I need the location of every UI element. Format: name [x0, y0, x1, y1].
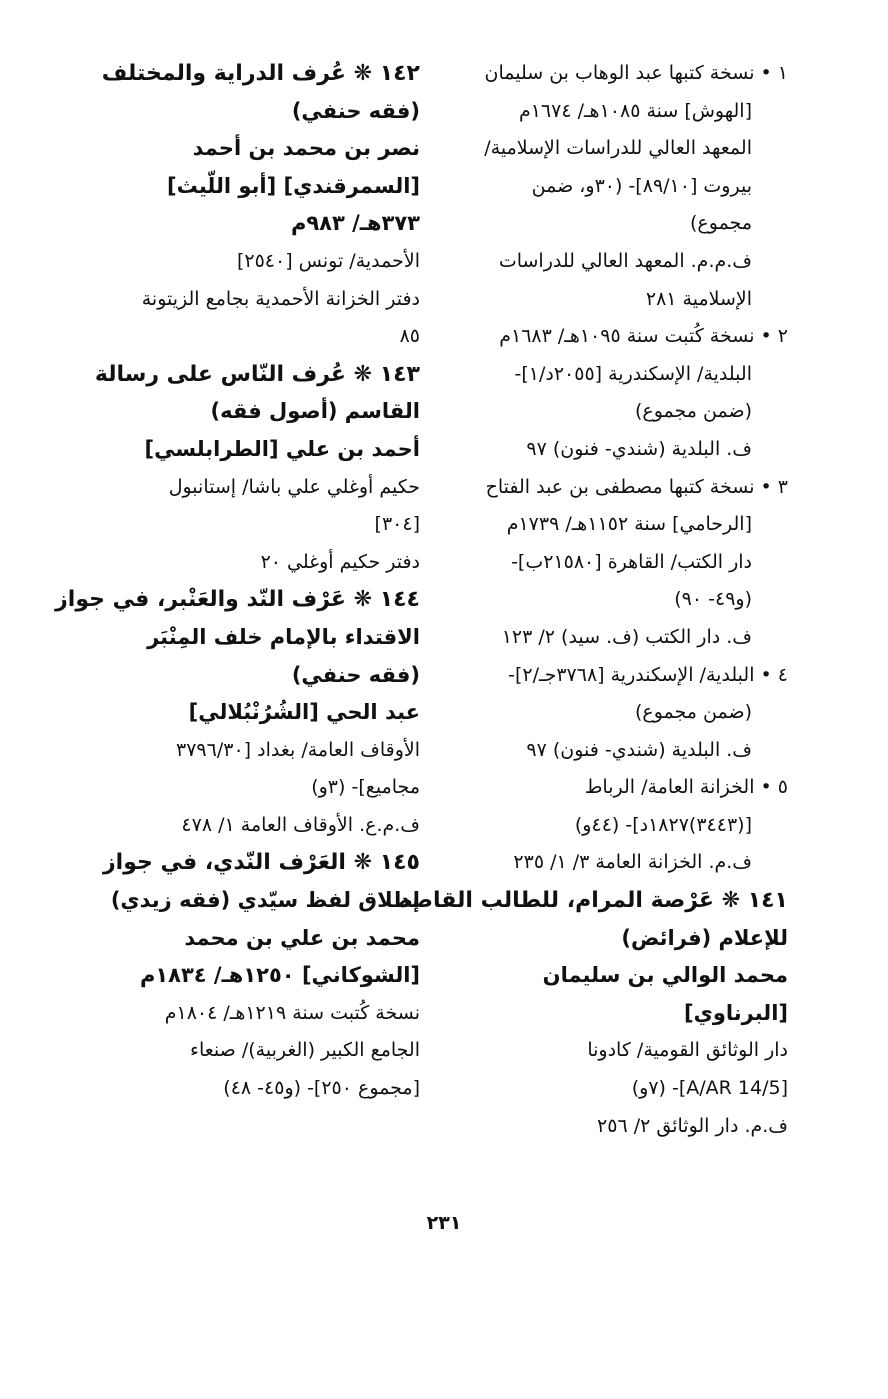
text-line: الإسلامية ٢٨١ — [645, 287, 752, 310]
text-line: ١ • نسخة كتبها عبد الوهاب بن سليمان — [484, 62, 788, 84]
author-name: عبد الحي [الشُرُنْبُلالي] — [188, 700, 420, 725]
entry-heading: ١٤١ ❋ عَرْصة المرام، للطالب القاصد — [399, 888, 788, 914]
text-line: ٢ • نسخة كُتبت سنة ١٠٩٥هـ/ ١٦٨٣م — [499, 325, 788, 348]
entry-heading: إطلاق لفظ سيّدي (فقه زيدي) — [110, 888, 420, 913]
text-line: الجامع الكبير (الغربية)/ صنعاء — [190, 1039, 420, 1062]
author-name: محمد بن علي بن محمد — [184, 925, 420, 950]
text-line: ف.م.ع. الأوقاف العامة ١/ ٤٧٨ — [181, 813, 420, 836]
text-line: دفتر الخزانة الأحمدية بجامع الزيتونة — [141, 287, 420, 310]
right-column — [399, 55, 788, 1145]
text-line: ف.م. الخزانة العامة ٣/ ١/ ٢٣٥ — [513, 851, 752, 874]
text-line: ف. دار الكتب (ف. سيد) ٢/ ١٢٣ — [501, 625, 752, 648]
text-line: ف.م.م. المعهد العالي للدراسات — [498, 249, 752, 272]
entry-heading: ١٤٤ ❋ عَرْف النّد والعَنْبر، في جواز — [55, 587, 420, 613]
entry-heading: ١٤٥ ❋ العَرْف النّدي، في جواز — [102, 850, 420, 876]
entry-heading: الاقتداء بالإمام خلف المِنْبَر — [147, 624, 420, 649]
text-line: نسخة كُتبت سنة ١٢١٩هـ/ ١٨٠٤م — [164, 1001, 420, 1024]
text-line: مجاميع]- (٣و) — [311, 776, 420, 799]
left-column — [55, 55, 420, 1108]
text-line: ٣ • نسخة كتبها مصطفى بن عبد الفتاح — [485, 475, 788, 498]
text-line: (و٤٩- ٩٠) — [674, 588, 752, 611]
text-line: ف. البلدية (شندي- فنون) ٩٧ — [526, 437, 752, 460]
entry-heading: القاسم (أصول فقه) — [210, 399, 420, 424]
entry-heading: (فقه حنفي) — [291, 662, 420, 687]
text-line: [(٣٤٤٣)١٨٢٧د]- (٤٤و) — [574, 813, 752, 836]
text-line: ٨٥ — [399, 325, 420, 348]
text-line: المعهد العالي للدراسات الإسلامية/ — [484, 137, 752, 160]
page-number: ٢٣١ — [426, 1212, 462, 1234]
entry-heading: ١٤٢ ❋ عُرف الدراية والمختلف — [101, 61, 420, 86]
author-name: [السمرقندي] [أبو اللّيث] — [166, 173, 420, 198]
text-line: [٣٠٤] — [374, 513, 420, 536]
text-line: ف. البلدية (شندي- فنون) ٩٧ — [526, 738, 752, 761]
text-line: [الهوش] سنة ١٠٨٥هـ/ ١٦٧٤م — [518, 99, 752, 122]
author-name: نصر بن محمد بن أحمد — [192, 136, 420, 161]
author-name: [البرناوي] — [684, 1000, 788, 1025]
text-line: بيروت [٨٩/١٠]- (٣٠و، ضمن — [531, 174, 752, 197]
author-dates: ٣٧٣هـ/ ٩٨٣م — [290, 211, 420, 236]
author-name: [الشوكاني] ١٢٥٠هـ/ ١٨٣٤م — [139, 963, 420, 988]
entry-heading: للإعلام (فرائض) — [621, 925, 788, 950]
text-line: دفتر حكيم أوغلي ٢٠ — [260, 550, 420, 573]
text-line: ف.م. دار الوثائق ٢/ ٢٥٦ — [597, 1114, 788, 1137]
text-line: ٥ • الخزانة العامة/ الرباط — [584, 776, 788, 799]
entry-heading: (فقه حنفي) — [291, 98, 420, 123]
text-line: الأحمدية/ تونس [٢٥٤٠] — [236, 249, 420, 272]
text-line: مجموع) — [690, 212, 752, 235]
text-line: [A/AR 14/5]- (٧و) — [631, 1077, 788, 1100]
text-line: الأوقاف العامة/ بغداد [٣٧٩٦/٣٠ — [176, 738, 420, 761]
text-line: دار الوثائق القومية/ كادونا — [587, 1039, 788, 1062]
author-name: محمد الوالي بن سليمان — [542, 963, 788, 988]
text-line: [مجموع ٢٥٠]- (و٤٥- ٤٨) — [223, 1077, 420, 1100]
text-line: ٤ • البلدية/ الإسكندرية [٣٧٦٨جـ/٢]- — [508, 663, 788, 686]
text-line: (ضمن مجموع) — [634, 701, 752, 724]
text-line: حكيم أوغلي علي باشا/ إستانبول — [168, 475, 420, 498]
text-line: (ضمن مجموع) — [634, 400, 752, 423]
text-line: البلدية/ الإسكندرية [٢٠٥٥د/١]- — [514, 362, 752, 385]
text-line: دار الكتب/ القاهرة [٢١٥٨٠ب]- — [511, 550, 752, 573]
text-line: [الرحامي] سنة ١١٥٢هـ/ ١٧٣٩م — [506, 513, 752, 536]
entry-heading: ١٤٣ ❋ عُرف النّاس على رسالة — [94, 361, 420, 387]
author-name: أحمد بن علي [الطرابلسي] — [144, 436, 420, 461]
